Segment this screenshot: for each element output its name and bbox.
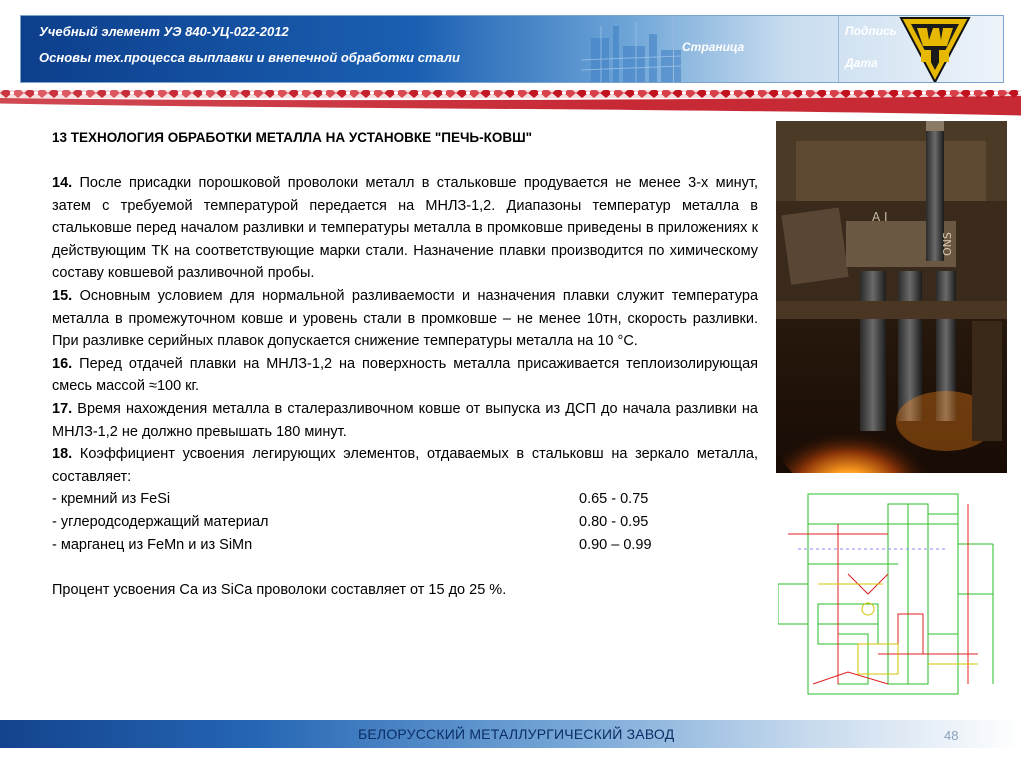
paragraph-text: Время нахождения металла в сталеразливочном ковше от выпуска из ДСП до начала разливки на МНЛЗ-1,2 не должно превышать 180 минут.	[52, 400, 758, 440]
paragraph-15	[52, 285, 758, 353]
paragraph-16	[52, 353, 758, 398]
coefficient-name: - кремний из FeSi	[52, 491, 171, 508]
calcium-note: Процент усвоения Са из SiCa проволоки составляет от 15 до 25 %.	[52, 581, 507, 598]
signature-label: Подпись	[845, 24, 897, 38]
ornament-band	[0, 86, 1021, 116]
footer-band	[0, 720, 1021, 748]
module-title: Учебный элемент УЭ 840-УЦ-022-2012	[39, 24, 289, 39]
coefficient-row	[52, 488, 758, 511]
paragraph-number: 17.	[52, 400, 73, 417]
paragraph-text: Перед отдачей плавки на МНЛЗ-1,2 на поверхность металла присаживается теплоизолирующая смесь массой ≈100 кг.	[52, 355, 758, 395]
photo-brand: ONS	[941, 232, 954, 256]
coefficient-row	[52, 511, 758, 534]
paragraph-text: Коэффициент усвоения легирующих элементов, отдаваемых в стальковш на зеркало металла, составляет:	[52, 446, 759, 485]
bmz-logo-icon	[899, 16, 971, 83]
paragraph-number: 15.	[52, 287, 73, 304]
course-title: Основы тех.процесса выплавки и внепечной обработки стали	[39, 50, 460, 65]
ladle-furnace-photo	[776, 121, 1007, 473]
signature-cell	[838, 16, 1004, 83]
paragraph-17	[52, 398, 758, 443]
coefficient-value: 0.80 - 0.95	[579, 513, 649, 530]
paragraph-number: 18.	[52, 446, 73, 463]
coefficient-row	[52, 534, 758, 557]
paragraph-18	[52, 443, 758, 488]
paragraph-14	[52, 172, 758, 285]
paragraph-text: Основным условием для нормальной разливаемости и назначения плавки служит температура металла в промежуточном ковше и уровень стали в промковше – не менее 10тн, скорость разливки. При разливке серийных плавок допускается снижение температуры металла на 10 °С.	[52, 287, 759, 350]
coefficient-value: 0.90 – 0.99	[579, 536, 652, 553]
page-cell	[673, 16, 839, 83]
photo-letters: А І	[872, 210, 888, 224]
page-number: 48	[944, 728, 959, 743]
date-label: Дата	[845, 56, 878, 70]
coefficient-name: - марганец из FeMn и из SiMn	[52, 536, 253, 553]
document-header	[20, 15, 1004, 83]
paragraph-number: 14.	[52, 175, 73, 191]
paragraph-number: 16.	[52, 355, 73, 372]
coefficient-name: - углеродсодержащий материал	[52, 513, 269, 530]
paragraph-text: После присадки порошковой проволоки металл в стальковше продувается не менее 3-х минут, затем с требуемой температурой передается на МНЛЗ-1,2. Диапазоны температур металла в стальковше перед началом разливки и температуры металла в промковше приведены в приложениях к действующим ТК на соответствующие марки стали. Назначение плавки производится по химическому составу ковшевой разливочной пробы.	[52, 175, 758, 282]
page-label: Страница	[682, 40, 745, 54]
technical-drawing	[778, 484, 1007, 698]
company-name: БЕЛОРУССКИЙ МЕТАЛЛУРГИЧЕСКИЙ ЗАВОД	[358, 726, 675, 742]
main-text	[52, 172, 758, 601]
plant-silhouette-image	[581, 16, 681, 83]
section-title: 13 ТЕХНОЛОГИЯ ОБРАБОТКИ МЕТАЛЛА НА УСТАНОВКЕ "ПЕЧЬ-КОВШ"	[52, 130, 533, 145]
coefficient-value: 0.65 - 0.75	[579, 491, 649, 508]
